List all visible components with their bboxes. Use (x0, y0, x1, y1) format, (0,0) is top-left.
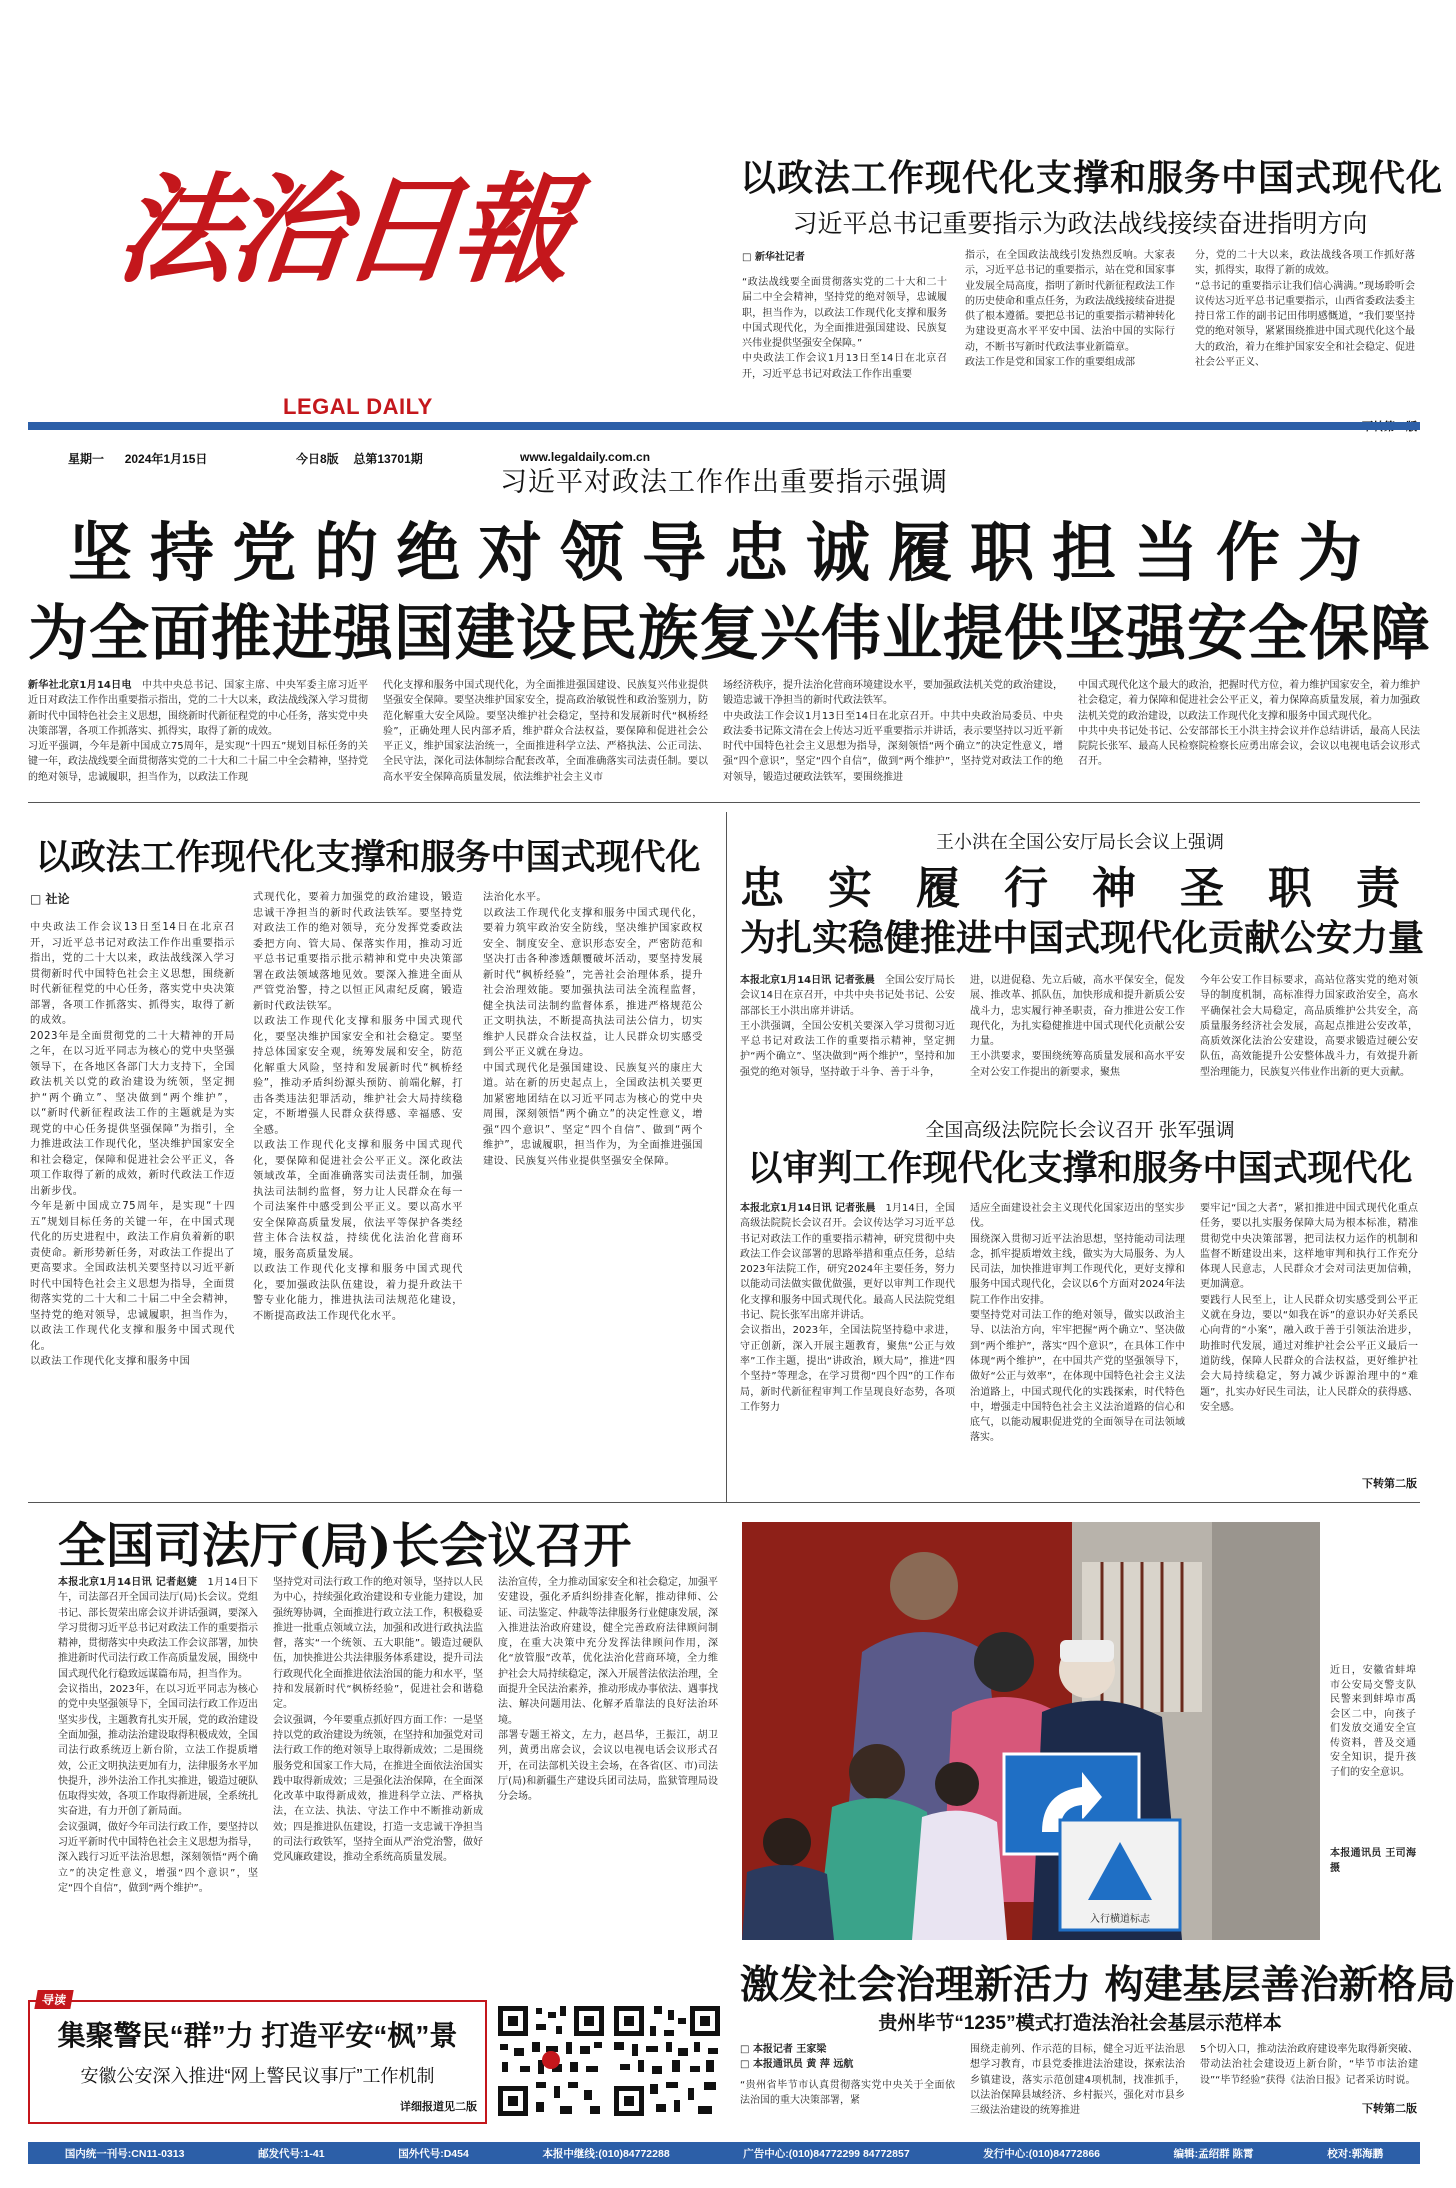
guide-page-ref[interactable]: 详细报道见二版 (400, 2101, 477, 2113)
qr-code-2[interactable] (612, 2002, 722, 2120)
lead-col1: 新华社北京1月14日电 中共中央总书记、国家主席、中央军委主席习近平近日对政法工作作出重要指示指出，党的二十大以来，政法战线深入学习贯彻新时代中国特色社会主义思想，围绕新时代新征程党的中心任务，落实党中央决策部署，各项工作抓落实、抓得实，取得了新的成效。 习近平强调，今年是新中国成立75周年，是实现“十四五”规划目标任务的关键一年，政法战线要全面贯彻落实党的二十大和二十届二中全会精神，坚持党的绝对领导，忠诚履职，担当作为，以政法工作现 (28, 680, 369, 783)
date: 2024年1月15日 (124, 452, 208, 466)
footer-foreign-code: 国外代号:D454 (398, 2147, 469, 2160)
photo (742, 1522, 1320, 1940)
governance-continued: 下转第二版 (1362, 2102, 1417, 2115)
qr-code-icon (612, 2002, 722, 2120)
police-col2: 进，以进促稳、先立后破，高水平保安全，促发展、推改革、抓队伍，加快形成和提升新质公安战斗力，忠实履行神圣职责，奋力推进公安工作现代化，为扎实稳健推进中国式现代化贡献公安力量。 王小洪要求，要围绕统筹高质量发展和高水平安全对公安工作提出的新要求，聚焦 (970, 975, 1185, 1078)
justice-col3: 法治宣传，全力推动国家安全和社会稳定，加强平安建设，强化矛盾纠纷排查化解，推动律师、公证、司法鉴定、仲裁等法律服务行业健康发展，深入推进法治政府建设，健全完善政府法律顾问制度，在重大决策中充分发挥法律顾问作用，深化“放管服”改革，优化法治化营商环境，全力维护社会大局持续稳定，深入开展普法依法治理，全面提升全民法治素养，推动形成办事依法、遇事找法、解决问题用法、化解矛盾靠法的良好法治环境。 部署专题王裕文，左力，赵昌华，王振江，胡卫列，黄勇出席会议，会议以电视电话会议形式召开，在司法部机关设主会场，在各省(区、市)司法厅(局)和新疆生产建设兵团司法局，监狱管理局设分会场。 (498, 1577, 718, 1803)
footer-switchboard: 本报中继线:(010)84772288 (542, 2147, 670, 2160)
footer-bar (28, 2142, 1420, 2164)
governance-story (740, 1950, 1456, 2140)
qr-code-1[interactable] (496, 2002, 606, 2120)
governance-byline-2: □ 本报通讯员 黄 萍 远航 (740, 2059, 854, 2070)
editorial-col2: 式现代化，要着力加强党的政治建设，锻造忠诚干净担当的新时代政法铁军。要坚持党对政法工作的绝对领导，充分发挥党委政法委把方向、管大局、保落实作用，推动习近平总书记重要指示批示精神和党中央决策部署在政法领域落地见效。要深入推进全面从严管党治警，持之以恒正风肃纪反腐，锻造新时代政法铁军。 以政法工作现代化支撑和服务中国式现代化，要坚决维护国家安全和社会稳定。要坚持总体国家安全观，统筹发展和安全，防范化解重大风险，坚持和发展新时代“枫桥经验”，推动矛盾纠纷源头预防、前端化解，打击各类违法犯罪活动，维护社会大局持续稳定，不断增强人民群众获得感、幸福感、安全感。 以政法工作现代化支撑和服务中国式现代化，要保障和促进社会公平正义。深化政法领域改革，全面准确落实司法责任制，加强执法司法制约监督，努力让人民群众在每一个司法案件中感受到公平正义。要以高水平安全保障高质量发展，依法平等保护各类经营主体合法权益，持续优化法治化营商环境，服务高质量发展。 以政法工作现代化支撑和服务中国式现代化，要加强政法队伍建设，着力提升政法干警专业化能力，推进执法司法规范化建设，不断提高政法工作现代化水平。 (253, 892, 463, 1322)
weekday: 星期一 (68, 452, 105, 466)
section-divider (28, 802, 1420, 803)
lead-col2: 代化支撑和服务中国式现代化，为全面推进强国建设、民族复兴伟业提供坚强安全保障。要坚决维护国家安全，提高政治敏锐性和政治鉴别力，防范化解重大安全风险。要坚决维护社会稳定，坚持和发展新时代“枫桥经验”，正确处理人民内部矛盾，维护群众合法权益，要保障和促进社会公平正义，维护国家法治统一，全面推进科学立法、严格执法、公正司法、全民守法，深化司法体制综合配套改革，全面准确落实司法责任制。要以高水平安全保障高质量发展，依法维护社会主义市 (383, 680, 708, 783)
court-col2: 适应全面建设社会主义现代化国家迈出的坚实步伐。 围绕深入贯彻习近平法治思想，坚持能动司法理念，抓牢提质增效主线，做实为大局服务、为人民司法，加快推进审判工作现代化，更好支撑和服务中国式现代化，会议以6个方面对2024年法院工作作出安排。 要坚持党对司法工作的绝对领导，做实以政治主导、以法治方向，牢牢把握“两个确立”、坚决做到“两个维护”，落实“四个意识”，在具体工作中体现“两个维护”，在中国共产党的坚强领导下，做好“公正与效率”，在体现中国特色社会主义法治道路上，中国式现代化的实践探索，时代特色中，增强走中国特色社会主义法治道路的信心和底气，以能动履职促进党的全面领导在司法领域落实。 (970, 1203, 1185, 1444)
guide-box[interactable] (28, 1993, 487, 2124)
footer-ad-center: 广告中心:(010)84772299 84772857 (743, 2147, 910, 2160)
guide-headline: 集聚警民“群”力 打造平安“枫”景 (57, 2020, 458, 2051)
top-story-byline: □ 新华社记者 (742, 252, 805, 263)
court-col3: 要牢记“国之大者”，紧扣推进中国式现代化重点任务，要以扎实服务保障大局为根本标准，精准贯彻党中央决策部署，把司法权力运作的机制和监督不断建设出来，这样地审判和执行工作充分体现人民意志，人民群众才会对司法更加信赖，更加满意。 要践行人民至上，让人民群众切实感受到公平正义就在身边，要以“如我在诉”的意识办好关系民心向背的“小案”，融入政于善于引领法治进步，助推时代发展，通过对维护社会公平正义最后一道防线，保障人民群众的合法权益，更好维护社会大局持续稳定，努力减少诉源治理中的“难题”，扎实办好民生司法，让人民群众的获得感、安全感。 (1200, 1203, 1418, 1413)
guide-subtitle: 安徽公安深入推进“网上警民议事厅”工作机制 (80, 2066, 435, 2086)
photo-credit: 本报通讯员 王司海 摄 (1330, 1848, 1420, 1874)
photo-illustration (742, 1522, 1320, 1940)
top-story-col3: 分，党的二十大以来，政法战线各项工作抓好落实，抓得实，取得了新的成效。 “总书记的重要指示让我们信心满满。”现场聆听会议传达习近平总书记重要指示，山西省委政法委主持日常工作的副书记田伟明感慨道，“我们要坚持党的绝对领导，紧紧围绕推进中国式现代化这个最大的政治，着力在维护国家安全和社会稳定、促进社会公平正义、 (1195, 250, 1415, 369)
lead-col3: 场经济秩序，提升法治化营商环境建设水平，要加强政法机关党的政治建设，锻造忠诚干净担当的新时代政法铁军。 中央政法工作会议1月13日至14日在北京召开。中共中央政治局委员、中央政法委书记陈文清在会上传达习近平重要指示并讲话，表示要坚持以习近平新时代中国特色社会主义思想为指导，深刻领悟“两个确立”的决定性意义，增强“四个意识”，坚定“四个自信”，做到“两个维护”，坚持党对政法工作的绝对领导，锻造过硬政法铁军，要围绕推进 (723, 680, 1063, 783)
justice-col2: 坚持党对司法行政工作的绝对领导，坚持以人民为中心，持续强化政治建设和专业能力建设，加强统筹协调，全面推进行政立法工作，积极稳妥推进一批重点领域立法，加强和改进行政执法监督，落实“一个统领、五大职能”。锻造过硬队伍，加快推进公共法律服务体系建设，提升司法行政现代化全面推进依法治国的能力和水平，坚持和发展新时代“枫桥经验”，促进社会和谐稳定。 会议强调，今年要重点抓好四方面工作：一是坚持以党的政治建设为统领，在坚持和加强党对司法行政工作的绝对领导上取得新成效；二是围绕服务党和国家工作大局，在推进全面依法治国实践中取得新成效；三是强化法治保障，在全面深化改革中取得新成效，推进科学立法、严格执法，在立法、执法、守法工作中不断推动新成效；四是推进队伍建设，打造一支忠诚干净担当的司法行政铁军，坚持全面从严治党治警，做好党风廉政建设，推动全系统高质量发展。 (273, 1577, 483, 1864)
masthead-website: www.legaldaily.com.cn (520, 450, 651, 464)
top-story-subtitle: 习近平总书记重要指示为政法战线接续奋进指明方向 (792, 210, 1368, 238)
issue: 总第13701期 (353, 452, 423, 466)
police-col1: 本报北京1月14日讯 记者张晨 全国公安厅局长会议14日在京召开，中共中央书记处书记、公安部部长王小洪出席并讲话。 王小洪强调，全国公安机关要深入学习贯彻习近平总书记对政法工作的重要指示精神，坚定拥护“两个确立”、坚决做到“两个维护”，坚持和加强党的绝对领导，坚持敢于斗争、善于斗争， (740, 975, 956, 1078)
masthead-english: LEGAL DAILY (283, 394, 433, 419)
top-story (740, 140, 1444, 440)
court-byline: 本报北京1月14日讯 记者张晨 (740, 1203, 876, 1214)
court-continued: 下转第二版 (1362, 1477, 1417, 1490)
photo-block (742, 1522, 1420, 1950)
photo-caption: 近日，安徽省蚌埠市公安局交警支队民警来到蚌埠市禹会区二中，向孩子们发放交通安全宣传资料，普及交通安全知识，提升孩子们的安全意识。 (1330, 1665, 1416, 1778)
governance-headline: 激发社会治理新活力 构建基层善治新格局 (740, 1962, 1456, 2008)
court-story (740, 1115, 1420, 1500)
lead-headline-2: 为全面推进强国建设民族复兴伟业提供坚强安全保障 (28, 600, 1431, 667)
editorial-label: □ 社论 (30, 892, 70, 906)
section-divider-2 (28, 1502, 1420, 1503)
governance-subtitle: 贵州毕节“1235”模式打造法治社会基层示范样本 (878, 2013, 1282, 2034)
qr-code-icon (496, 2002, 606, 2120)
lead-story (28, 440, 1431, 790)
governance-col3: 5个切入口，推动法治政府建设率先取得新突破、带动法治社会建设迈上新台阶，“毕节市法治建设”“毕节经验”获得《法治日报》记者采访时说。 (1200, 2044, 1418, 2086)
footer-distribution: 发行中心:(010)84772866 (983, 2147, 1101, 2160)
editorial (28, 810, 708, 1500)
police-kicker: 王小洪在全国公安厅局长会议上强调 (936, 832, 1224, 852)
justice-col1: 本报北京1月14日讯 记者赵婕 1月14日下午，司法部召开全国司法厅(局)长会议。党组书记、部长贺荣出席会议并讲话强调，要深入学习贯彻习近平总书记对政法工作的重要指示精神，贯彻落实中央政法工作会议部署，加快推进新时代司法行政工作高质量发展，围绕中国式现代化行稳致远谋篇布局，担当作为。 会议指出，2023年，在以习近平同志为核心的党中央坚强领导下，全国司法行政工作迈出坚实步伐，主题教育扎实开展，党的政治建设全面加强，推动法治建设取得积极成效，全国司法行政系统迈上新台阶，立法工作提质增效，公正文明执法更加有力，法律服务水平加快提升，涉外法治工作扎实推进，锻造过硬队伍取得实效，各项工作取得新进展，全系统扎实奋进，有力开创了新局面。 会议强调，做好今年司法行政工作，要坚持以习近平新时代中国特色社会主义思想为指导，深入践行习近平法治思想，深刻领悟“两个确立”的决定性意义，增强“四个意识”，坚定“四个自信”，做到“两个维护”。 (58, 1577, 259, 1894)
masthead-rule (28, 422, 1420, 430)
police-col3: 今年公安工作目标要求，高站位落实党的绝对领导的制度机制，高标准得力国家政治安全，高水平确保社会大局稳定，高品质维护公共安全，高质量服务经济社会发展，高起点推进公安改革，高质效深化法治公安建设，高要求锻造过硬公安队伍，高效能提升公安整体战斗力，有效提升新型治理能力，民族复兴伟业作出新的更大贡献。 (1200, 975, 1418, 1078)
justice-byline: 本报北京1月14日讯 记者赵婕 (58, 1577, 198, 1588)
editorial-title: 以政法工作现代化支撑和服务中国式现代化 (35, 837, 701, 878)
governance-col2: 围绕走前列、作示范的目标，健全习近平法治思想学习教育，市县党委推进法治建设，探索法治乡镇建设，落实示范创建4项机制，找准抓手，以法治保障县域经济、乡村振兴，强化对市县乡三级法治建设的统筹推进 (970, 2044, 1185, 2117)
photo-sign-text: 入行横道标志 (1090, 1914, 1150, 1925)
lead-kicker: 习近平对政法工作作出重要指示强调 (500, 467, 948, 497)
court-kicker: 全国高级法院院长会议召开 张军强调 (925, 1120, 1235, 1141)
governance-col1: “贵州省毕节市认真贯彻落实党中央关于全面依法治国的重大决策部署，紧 (740, 2080, 955, 2107)
footer-proofreader: 校对:郭海鹏 (1327, 2147, 1384, 2160)
lead-headline-1: 坚持党的绝对领导忠诚履职担当作为 (68, 517, 1380, 589)
top-story-col2: 指示，在全国政法战线引发热烈反响。大家表示，习近平总书记的重要指示，站在党和国家事业发展全局高度，指明了新时代新征程政法工作的历史使命和重点任务，为政法战线接续奋进提供了根本遵循。要把总书记的重要指示精神转化为建设更高水平平安中国、法治中国的实际行动，不断书写新时代政法事业新篇章。 政法工作是党和国家工作的重要组成部 (965, 250, 1175, 369)
court-headline: 以审判工作现代化支撑和服务中国式现代化 (747, 1148, 1413, 1189)
justice-headline: 全国司法厅(局)长会议召开 (58, 1518, 632, 1574)
lead-dateline: 新华社北京1月14日电 (28, 680, 132, 691)
masthead-logo: 法治日報 (110, 160, 574, 299)
pages: 今日8版 (296, 452, 339, 466)
top-story-col1: “政法战线要全面贯彻落实党的二十大和二十届二中全会精神，坚持党的绝对领导，忠诚履职，担当作为，以政法工作现代化支撑和服务中国式现代化，为全面推进强国建设、民族复兴伟业提供坚强安全保障。” 中央政法工作会议1月13日至14日在北京召开，习近平总书记对政法工作作出重要 (742, 277, 947, 380)
footer-editors: 编辑:孟绍群 陈霄 (1173, 2147, 1254, 2160)
governance-byline-1: □ 本报记者 王家梁 (740, 2044, 827, 2055)
footer-postal-code: 邮发代号:1-41 (258, 2147, 325, 2160)
police-story (740, 810, 1444, 1110)
editorial-col3: 法治化水平。 以政法工作现代化支撑和服务中国式现代化，要着力筑牢政治安全防线，坚决维护国家政权安全、制度安全、意识形态安全，严密防范和坚决打击各种渗透颠覆破坏活动，要坚持发展新时代“枫桥经验”，完善社会治理体系，提升社会治理效能。要加强执法司法全流程监督，健全执法司法制约监督体系，推进严格规范公正文明执法，不断提高执法司法公信力，切实维护人民群众合法权益，让人民群众切实感受到公平正义就在身边。 中国式现代化是强国建设、民族复兴的康庄大道。站在新的历史起点上，全国政法机关要更加紧密地团结在以习近平同志为核心的党中央周围，深刻领悟“两个确立”的决定性意义，增强“四个意识”、坚定“四个自信”、做到“两个维护”，忠诚履职，担当作为，为全面推进强国建设、民族复兴伟业提供坚强安全保障。 (483, 892, 703, 1167)
editorial-col1: 中央政法工作会议13日至14日在北京召开，习近平总书记对政法工作作出重要指示指出，党的二十大以来，政法战线深入学习贯彻新时代中国特色社会主义思想，围绕新时代新征程党的中心任务，落实党中央决策部署，各项工作抓落实、抓得实，取得了新的成效。 2023年是全面贯彻党的二十大精神的开局之年，在以习近平同志为核心的党中央坚强领导下，在各地区各部门大力支持下，全国政法机关以党的政治建设为统领，坚定拥护“两个确立”、坚决做到“两个维护”，以“新时代新征程政法工作的主题就是为实现党的中心任务提供坚强保障”为指引，全力推进政法工作现代化，坚决维护国家安全和社会稳定，保障和促进社会公平正义，各项工作取得了新的成效，新时代政法工作迈出新步伐。 今年是新中国成立75周年，是实现“十四五”规划目标任务的关键一年，在中国式现代化的历史进程中，政法工作肩负着新的职责使命。新形势新任务，对政法工作提出了更高要求。全国政法机关要坚持以习近平新时代中国特色社会主义思想为指导，全面贯彻落实党的二十大和二十届二中全会精神，坚持党的绝对领导，忠诚履职，担当作为，以政法工作现代化支撑和服务中国式现代化。 以政法工作现代化支撑和服务中国 (30, 922, 235, 1367)
column-divider (726, 812, 727, 1502)
guide-tag: 导读 (34, 1990, 73, 2009)
masthead (28, 150, 728, 466)
justice-story (28, 1505, 728, 1995)
court-col1: 本报北京1月14日讯 记者张晨 1月14日，全国高级法院院长会议召开。会议传达学习习近平总书记对政法工作的重要指示精神，研究贯彻中央政法工作会议部署的思路举措和重点任务，总结2023年法院工作，研究2024年主要任务，努力以能动司法做实做优做强，更好以审判工作现代化支撑和服务中国式现代化。最高人民法院党组书记、院长张军出席并讲话。 会议指出，2023年，全国法院坚持稳中求进，守正创新，深入开展主题教育，聚焦“公正与效率”工作主题，提出“讲政治，顾大局”，推进“四个坚持”等理念，在学习贯彻“四个四”的工作布局，新时代新征程审判工作呈现良好态势，各项工作努力 (740, 1203, 955, 1413)
police-headline-1: 忠实履行神圣职责 (740, 863, 1444, 914)
police-headline-2: 为扎实稳健推进中国式现代化贡献公安力量 (740, 917, 1425, 959)
footer-cn-number: 国内统一刊号:CN11-0313 (64, 2147, 185, 2160)
lead-col4: 中国式现代化这个最大的政治，把握时代方位，着力维护国家安全，着力维护社会稳定，着力保障和促进社会公平正义，着力保障高质量发展，着力加强政法机关党的政治建设，以政法工作现代化支撑和服务中国式现代化。 中共中央书记处书记、公安部部长王小洪主持会议并作总结讲话，最高人民法院院长张军、最高人民检察院检察长应勇出席会议，会议以电视电话会议形式召开。 (1078, 680, 1420, 768)
top-story-title: 以政法工作现代化支撑和服务中国式现代化 (740, 157, 1444, 199)
police-byline: 本报北京1月14日讯 记者张晨 (740, 975, 875, 986)
